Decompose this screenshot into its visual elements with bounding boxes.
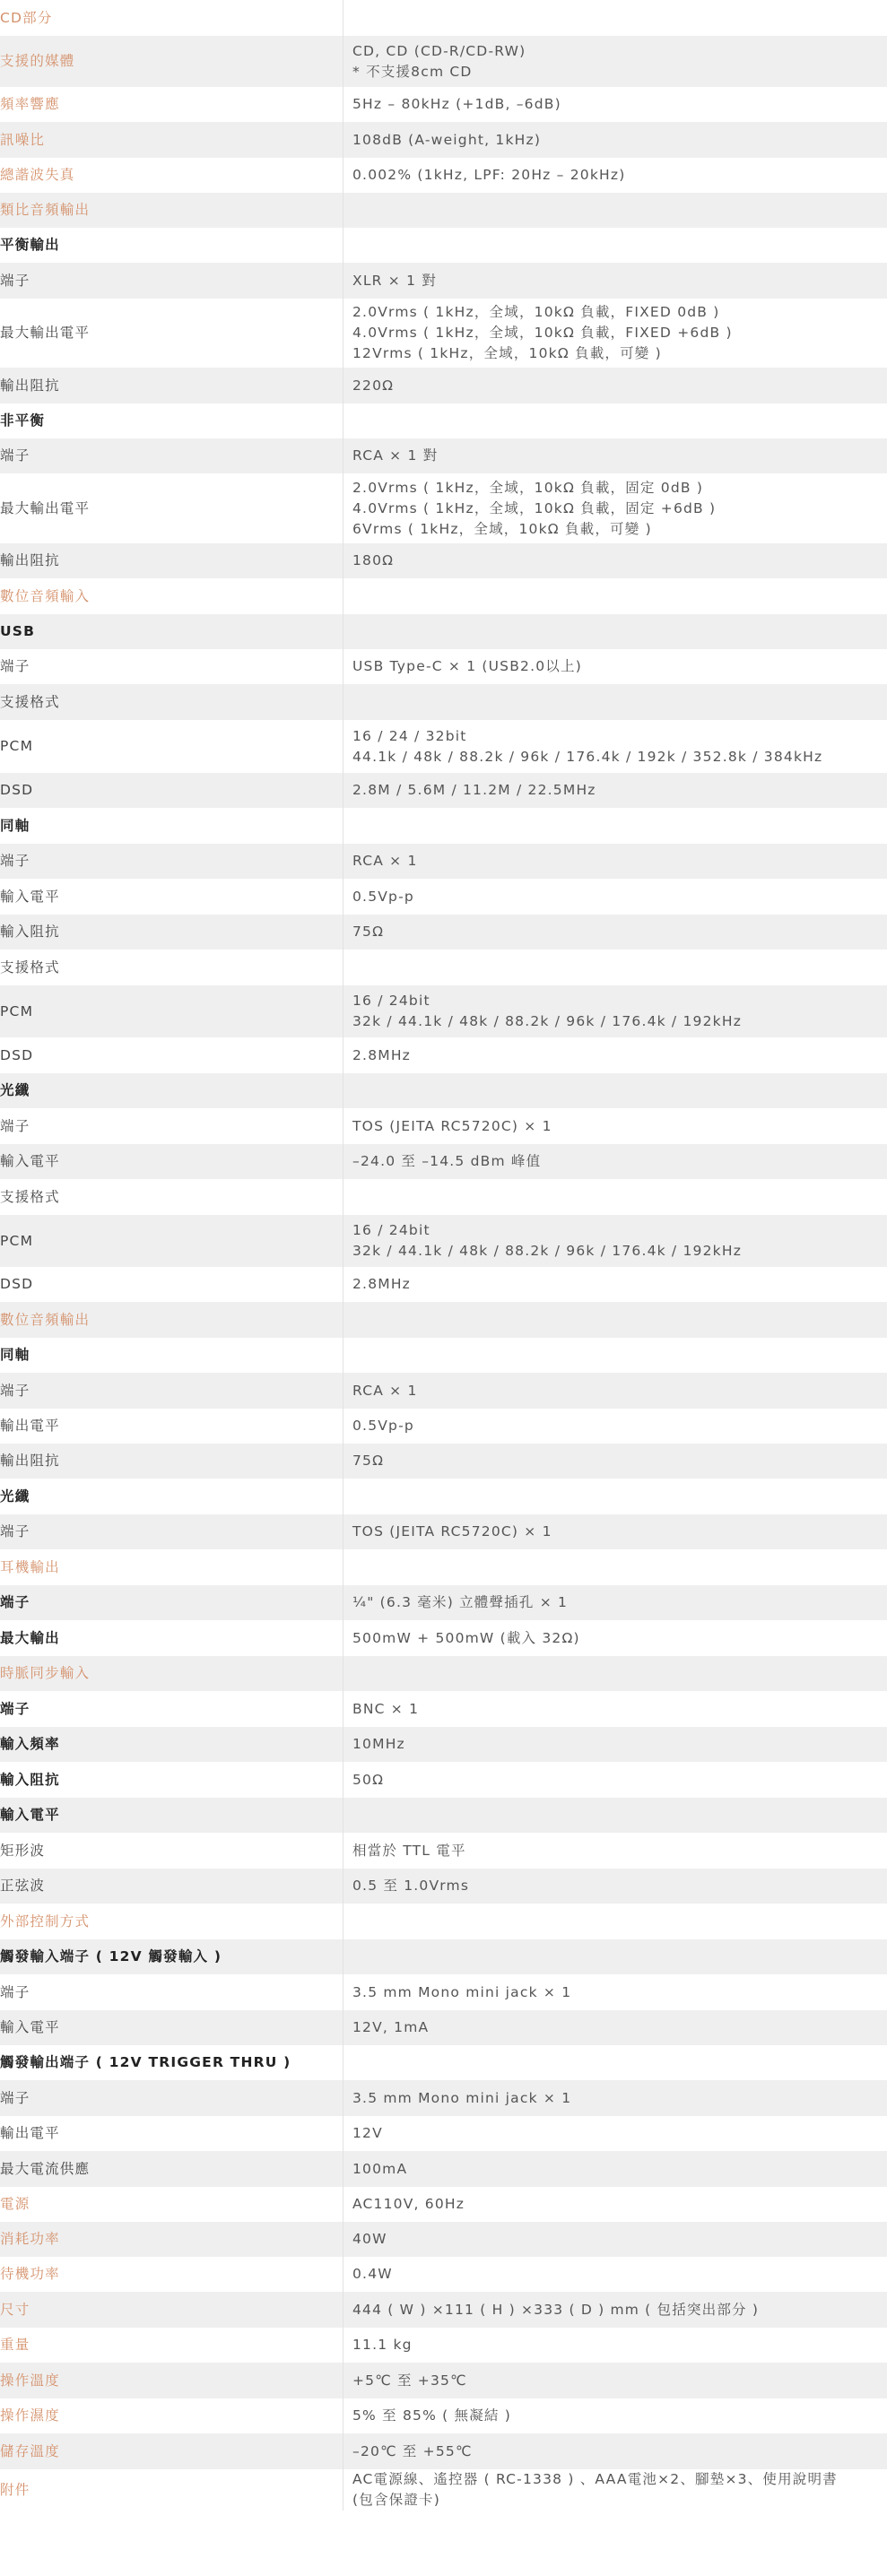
spec-value <box>343 1869 887 1904</box>
spec-row <box>0 122 887 158</box>
spec-row <box>0 1549 887 1585</box>
spec-label: 端子 <box>0 1108 343 1144</box>
spec-value <box>343 1762 887 1798</box>
spec-row <box>0 1904 887 1939</box>
spec-row <box>0 2328 887 2363</box>
spec-label: 輸出阻抗 <box>0 1444 343 1479</box>
spec-label: 端子 <box>0 1514 343 1549</box>
spec-value <box>343 614 887 649</box>
spec-row <box>0 0 887 36</box>
spec-value-line: 75Ω <box>352 924 385 940</box>
spec-row <box>0 438 887 473</box>
spec-row <box>0 985 887 1037</box>
spec-label: 操作溫度 <box>0 2363 343 2398</box>
spec-value-line: 5% 至 85% ( 無凝結 ) <box>352 2407 511 2424</box>
spec-row <box>0 1108 887 1144</box>
spec-value <box>343 773 887 808</box>
spec-row <box>0 2469 887 2511</box>
spec-value-line: 12V <box>352 2125 383 2141</box>
spec-label: 最大輸出電平 <box>0 299 343 368</box>
spec-value <box>343 844 887 879</box>
spec-value <box>343 879 887 915</box>
spec-label: 最大電流供應 <box>0 2151 343 2187</box>
spec-value <box>343 950 887 985</box>
spec-value-line: 44.1k / 48k / 88.2k / 96k / 176.4k / 192k / 352.8k / 384kHz <box>352 748 823 765</box>
spec-row <box>0 1037 887 1073</box>
spec-value <box>343 808 887 844</box>
spec-row <box>0 1338 887 1373</box>
spec-value <box>343 2045 887 2080</box>
spec-row <box>0 844 887 879</box>
spec-row <box>0 1833 887 1869</box>
spec-label: 重量 <box>0 2328 343 2363</box>
spec-value <box>343 1904 887 1939</box>
spec-value <box>343 1073 887 1108</box>
spec-label: 電源 <box>0 2187 343 2222</box>
spec-value <box>343 1302 887 1338</box>
spec-value <box>343 649 887 684</box>
spec-value <box>343 1585 887 1620</box>
spec-label: 輸入阻抗 <box>0 915 343 950</box>
spec-value <box>343 1620 887 1656</box>
spec-value <box>343 1974 887 2010</box>
spec-value-line: 40W <box>352 2231 387 2247</box>
spec-row <box>0 1798 887 1833</box>
spec-label: 附件 <box>0 2469 343 2511</box>
spec-value <box>343 87 887 122</box>
spec-row <box>0 368 887 403</box>
spec-value <box>343 1409 887 1444</box>
spec-label: 輸入電平 <box>0 879 343 915</box>
spec-row <box>0 2363 887 2398</box>
spec-row <box>0 950 887 985</box>
spec-label: 支援格式 <box>0 684 343 720</box>
spec-row <box>0 1727 887 1762</box>
spec-value-line: –20℃ 至 +55℃ <box>352 2442 473 2459</box>
spec-row <box>0 87 887 122</box>
spec-row <box>0 915 887 950</box>
spec-value <box>343 1179 887 1215</box>
spec-value-line: 11.1 kg <box>352 2337 413 2353</box>
spec-value-line: 2.8M / 5.6M / 11.2M / 22.5MHz <box>352 782 596 798</box>
spec-value-line: RCA × 1 對 <box>352 447 439 464</box>
spec-label: 消耗功率 <box>0 2222 343 2257</box>
spec-value-line: (包含保證卡) <box>352 2492 440 2508</box>
spec-value <box>343 228 887 263</box>
spec-value <box>343 915 887 950</box>
spec-label: 光纖 <box>0 1479 343 1514</box>
spec-label: 輸出電平 <box>0 2116 343 2151</box>
spec-value <box>343 1514 887 1549</box>
spec-value-line: 10MHz <box>352 1736 405 1752</box>
spec-row <box>0 2116 887 2151</box>
spec-value-line: 220Ω <box>352 377 395 394</box>
spec-row <box>0 2080 887 2116</box>
spec-row <box>0 299 887 368</box>
spec-value <box>343 1338 887 1373</box>
spec-value-line: +5℃ 至 +35℃ <box>352 2372 467 2389</box>
spec-value-line: 50Ω <box>352 1771 385 1788</box>
spec-row <box>0 1302 887 1338</box>
spec-value <box>343 1727 887 1762</box>
spec-row <box>0 2433 887 2469</box>
spec-label: 觸發輸入端子 ( 12V 觸發輸入 ) <box>0 1939 343 1974</box>
spec-value-line: –24.0 至 –14.5 dBm 峰值 <box>352 1153 542 1169</box>
spec-row <box>0 2010 887 2045</box>
spec-label: 輸入電平 <box>0 2010 343 2045</box>
spec-value-line: 12V, 1mA <box>352 2019 430 2035</box>
spec-value-line: 0.4W <box>352 2266 393 2282</box>
spec-label: 尺寸 <box>0 2292 343 2328</box>
spec-row <box>0 1691 887 1727</box>
spec-value-line: 444 ( W ) ×111 ( H ) ×333 ( D ) mm ( 包括突出部分 ) <box>352 2301 760 2318</box>
spec-value <box>343 1798 887 1833</box>
spec-label: 端子 <box>0 263 343 299</box>
spec-row <box>0 36 887 87</box>
spec-label: 矩形波 <box>0 1833 343 1869</box>
spec-row <box>0 1514 887 1549</box>
spec-value <box>343 2292 887 2328</box>
spec-value-line: CD, CD (CD-R/CD-RW) <box>352 42 526 59</box>
spec-value <box>343 368 887 403</box>
spec-label: 訊噪比 <box>0 122 343 158</box>
spec-value <box>343 1691 887 1727</box>
spec-value <box>343 403 887 438</box>
spec-label: 儲存溫度 <box>0 2433 343 2469</box>
spec-value-line: RCA × 1 <box>352 1382 418 1399</box>
spec-label: 端子 <box>0 1974 343 2010</box>
spec-value <box>343 122 887 158</box>
spec-label: 輸入阻抗 <box>0 1762 343 1798</box>
spec-row <box>0 2151 887 2187</box>
spec-row <box>0 2045 887 2080</box>
spec-value <box>343 1549 887 1585</box>
spec-value-line: BNC × 1 <box>352 1700 420 1717</box>
spec-row <box>0 1869 887 1904</box>
spec-label: 輸出阻抗 <box>0 368 343 403</box>
spec-label: DSD <box>0 1267 343 1302</box>
spec-value-line: 180Ω <box>352 552 395 568</box>
spec-row <box>0 543 887 578</box>
spec-value <box>343 473 887 543</box>
spec-value <box>343 1108 887 1144</box>
spec-row <box>0 1215 887 1267</box>
spec-label: PCM <box>0 1215 343 1267</box>
spec-value-line: 5Hz – 80kHz (+1dB, –6dB) <box>352 96 561 112</box>
spec-row <box>0 2398 887 2433</box>
spec-value-line: 2.0Vrms ( 1kHz，全域，10kΩ 負載，FIXED 0dB ) <box>352 304 720 320</box>
spec-row <box>0 1656 887 1691</box>
spec-row <box>0 1409 887 1444</box>
spec-value <box>343 438 887 473</box>
spec-value <box>343 1037 887 1073</box>
spec-value <box>343 2010 887 2045</box>
spec-label: 輸出阻抗 <box>0 543 343 578</box>
spec-row <box>0 228 887 263</box>
spec-row <box>0 808 887 844</box>
spec-value <box>343 2187 887 2222</box>
spec-label: 同軸 <box>0 808 343 844</box>
spec-value-line: 2.8MHz <box>352 1276 412 1292</box>
spec-label: 最大輸出 <box>0 1620 343 1656</box>
spec-label: DSD <box>0 1037 343 1073</box>
spec-value-line: 0.5 至 1.0Vrms <box>352 1878 470 1894</box>
spec-row <box>0 1620 887 1656</box>
spec-value-line: 12Vrms ( 1kHz，全域，10kΩ 負載，可變 ) <box>352 345 662 361</box>
spec-row <box>0 578 887 614</box>
spec-label: 光纖 <box>0 1073 343 1108</box>
spec-value-line: 3.5 mm Mono mini jack × 1 <box>352 2089 572 2106</box>
spec-value <box>343 2469 887 2511</box>
spec-label: 平衡輸出 <box>0 228 343 263</box>
spec-row <box>0 2257 887 2292</box>
spec-row <box>0 2222 887 2257</box>
spec-value <box>343 2116 887 2151</box>
spec-row <box>0 193 887 228</box>
spec-value <box>343 1833 887 1869</box>
spec-label: 支援格式 <box>0 1179 343 1215</box>
spec-label: 待機功率 <box>0 2257 343 2292</box>
spec-value-line: 4.0Vrms ( 1kHz，全域，10kΩ 負載，FIXED +6dB ) <box>352 325 733 341</box>
spec-row <box>0 1144 887 1179</box>
spec-value-line: 500mW + 500mW (載入 32Ω) <box>352 1629 580 1646</box>
spec-label: 輸入頻率 <box>0 1727 343 1762</box>
spec-value-line: * 不支援8cm CD <box>352 63 473 80</box>
spec-row <box>0 1073 887 1108</box>
spec-value <box>343 1373 887 1409</box>
spec-row <box>0 158 887 193</box>
spec-value <box>343 578 887 614</box>
spec-value <box>343 36 887 87</box>
spec-value-line: 108dB (A-weight, 1kHz) <box>352 131 542 148</box>
spec-label: 支援格式 <box>0 950 343 985</box>
spec-row <box>0 1939 887 1974</box>
spec-label: 數位音頻輸入 <box>0 578 343 614</box>
spec-label: 總諧波失真 <box>0 158 343 193</box>
spec-row <box>0 773 887 808</box>
spec-row <box>0 614 887 649</box>
spec-row <box>0 1373 887 1409</box>
spec-row <box>0 1267 887 1302</box>
spec-value <box>343 2363 887 2398</box>
spec-label: 同軸 <box>0 1338 343 1373</box>
spec-value <box>343 1144 887 1179</box>
spec-value <box>343 1939 887 1974</box>
spec-row <box>0 1479 887 1514</box>
spec-label: 端子 <box>0 438 343 473</box>
spec-value-line: 0.002% (1kHz, LPF: 20Hz – 20kHz) <box>352 167 626 183</box>
spec-value <box>343 158 887 193</box>
spec-row <box>0 1444 887 1479</box>
spec-value-line: 32k / 44.1k / 48k / 88.2k / 96k / 176.4k / 192kHz <box>352 1013 743 1029</box>
spec-label: 端子 <box>0 649 343 684</box>
spec-value-line: AC電源線、遙控器 ( RC-1338 ) 、AAA電池×2、腳墊×3、使用說明書 <box>352 2471 838 2487</box>
spec-value <box>343 2257 887 2292</box>
spec-label: 端子 <box>0 1373 343 1409</box>
spec-value <box>343 1479 887 1514</box>
spec-value-line: 0.5Vp-p <box>352 1418 414 1434</box>
spec-label: 輸入電平 <box>0 1798 343 1833</box>
spec-value <box>343 1656 887 1691</box>
spec-label: 外部控制方式 <box>0 1904 343 1939</box>
spec-value-line: 16 / 24bit <box>352 993 430 1009</box>
spec-row <box>0 263 887 299</box>
spec-value <box>343 2151 887 2187</box>
spec-label: 正弦波 <box>0 1869 343 1904</box>
spec-row <box>0 1974 887 2010</box>
spec-label: 頻率響應 <box>0 87 343 122</box>
spec-row <box>0 1179 887 1215</box>
spec-value-line: 相當於 TTL 電平 <box>352 1842 466 1859</box>
spec-value <box>343 1267 887 1302</box>
spec-value-line: XLR × 1 對 <box>352 272 437 289</box>
spec-value-line: 75Ω <box>352 1453 385 1469</box>
spec-value <box>343 1444 887 1479</box>
spec-value <box>343 299 887 368</box>
spec-label: 耳機輸出 <box>0 1549 343 1585</box>
spec-label: 輸入電平 <box>0 1144 343 1179</box>
spec-value-line: ¼" (6.3 毫米) 立體聲插孔 × 1 <box>352 1594 569 1610</box>
spec-label: 端子 <box>0 1691 343 1727</box>
spec-value-line: USB Type-C × 1 (USB2.0以上) <box>352 658 582 674</box>
spec-label: 時脈同步輸入 <box>0 1656 343 1691</box>
spec-label: PCM <box>0 720 343 773</box>
spec-value-line: 16 / 24bit <box>352 1222 430 1238</box>
spec-label: 操作濕度 <box>0 2398 343 2433</box>
spec-row <box>0 720 887 773</box>
spec-value <box>343 684 887 720</box>
spec-value <box>343 263 887 299</box>
spec-value <box>343 720 887 773</box>
spec-label: USB <box>0 614 343 649</box>
spec-label: 端子 <box>0 2080 343 2116</box>
spec-label: 輸出電平 <box>0 1409 343 1444</box>
spec-value <box>343 2398 887 2433</box>
spec-label: 數位音頻輸出 <box>0 1302 343 1338</box>
spec-value-line: 3.5 mm Mono mini jack × 1 <box>352 1983 572 2000</box>
spec-value <box>343 985 887 1037</box>
spec-row <box>0 879 887 915</box>
spec-label: DSD <box>0 773 343 808</box>
spec-label: 最大輸出電平 <box>0 473 343 543</box>
spec-value <box>343 543 887 578</box>
spec-value-line: 32k / 44.1k / 48k / 88.2k / 96k / 176.4k / 192kHz <box>352 1243 743 1259</box>
spec-value <box>343 0 887 36</box>
spec-value <box>343 2328 887 2363</box>
spec-label: 端子 <box>0 844 343 879</box>
spec-label: PCM <box>0 985 343 1037</box>
spec-value <box>343 193 887 228</box>
spec-value-line: 100mA <box>352 2160 408 2177</box>
spec-label: 支援的媒體 <box>0 36 343 87</box>
spec-value-line: 0.5Vp-p <box>352 888 414 905</box>
spec-label: CD部分 <box>0 0 343 36</box>
spec-row <box>0 684 887 720</box>
spec-value-line: 2.0Vrms ( 1kHz，全域，10kΩ 負載，固定 0dB ) <box>352 479 704 496</box>
spec-row <box>0 649 887 684</box>
spec-value-line: 4.0Vrms ( 1kHz，全域，10kΩ 負載，固定 +6dB ) <box>352 499 717 516</box>
spec-value-line: 6Vrms ( 1kHz，全域，10kΩ 負載，可變 ) <box>352 520 652 537</box>
spec-row <box>0 473 887 543</box>
spec-row <box>0 2187 887 2222</box>
spec-row <box>0 1585 887 1620</box>
spec-row <box>0 403 887 438</box>
spec-value-line: AC110V, 60Hz <box>352 2196 465 2212</box>
spec-value <box>343 2433 887 2469</box>
spec-value-line: TOS (JEITA RC5720C) × 1 <box>352 1523 552 1540</box>
spec-value-line: RCA × 1 <box>352 853 418 869</box>
spec-label: 端子 <box>0 1585 343 1620</box>
spec-value <box>343 2080 887 2116</box>
spec-label: 觸發輸出端子 ( 12V TRIGGER THRU ) <box>0 2045 343 2080</box>
spec-value-line: TOS (JEITA RC5720C) × 1 <box>352 1117 552 1134</box>
spec-label: 非平衡 <box>0 403 343 438</box>
spec-value-line: 16 / 24 / 32bit <box>352 727 467 744</box>
spec-value <box>343 2222 887 2257</box>
spec-row <box>0 2292 887 2328</box>
spec-value-line: 2.8MHz <box>352 1046 412 1063</box>
spec-value <box>343 1215 887 1267</box>
spec-label: 類比音頻輸出 <box>0 193 343 228</box>
spec-row <box>0 1762 887 1798</box>
